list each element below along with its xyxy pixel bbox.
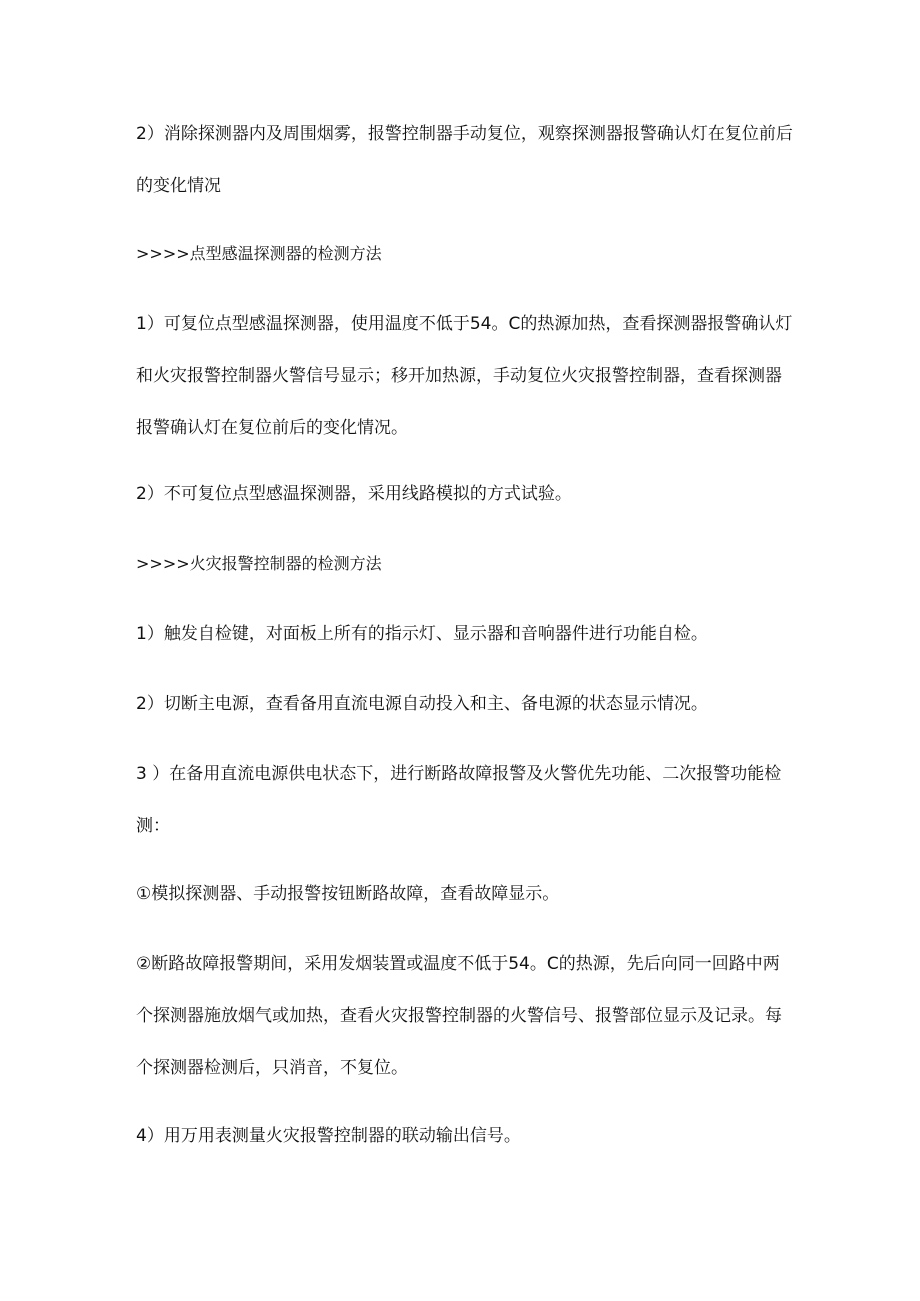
paragraph-fire-priority-test: ②断路故障报警期间，采用发烟装置或温度不低于54。C的热源，先后向同一回路中两个探测器施放烟气或加热，查看火灾报警控制器的火警信号、报警部位显示及记录。每个探测器检测后，只消音，不复位。 (136, 954, 782, 1078)
paragraph-open-circuit-simulation: ①模拟探测器、手动报警按钮断路故障，查看故障显示。 (136, 884, 560, 904)
paragraph-smoke-reset: 2）消除探测器内及周围烟雾，报警控制器手动复位，观察探测器报警确认灯在复位前后的变化情况 (136, 124, 793, 196)
paragraph-linkage-output: 4）用万用表测量火灾报警控制器的联动输出信号。 (136, 1126, 521, 1146)
paragraph-self-test: 1）触发自检键，对面板上所有的指示灯、显示器和音响器件进行功能自检。 (136, 624, 708, 644)
paragraph-non-resettable-heat-detector: 2）不可复位点型感温探测器，采用线路模拟的方式试验。 (136, 484, 572, 504)
paragraph-backup-power-test: 3 ）在备用直流电源供电状态下，进行断路故障报警及火警优先功能、二次报警功能检测： (136, 764, 782, 836)
paragraph-main-power-cut: 2）切断主电源，查看备用直流电源自动投入和主、备电源的状态显示情况。 (136, 694, 708, 714)
heading-heat-detector-method: >>>>点型感温探测器的检测方法 (136, 244, 382, 263)
heading-alarm-controller-method: >>>>火灾报警控制器的检测方法 (136, 554, 382, 573)
paragraph-resettable-heat-detector: 1）可复位点型感温探测器，使用温度不低于54。C的热源加热，查看探测器报警确认灯和火灾报警控制器火警信号显示；移开加热源，手动复位火灾报警控制器，查看探测器报警确认灯在复位前后的变化情况。 (136, 314, 793, 438)
